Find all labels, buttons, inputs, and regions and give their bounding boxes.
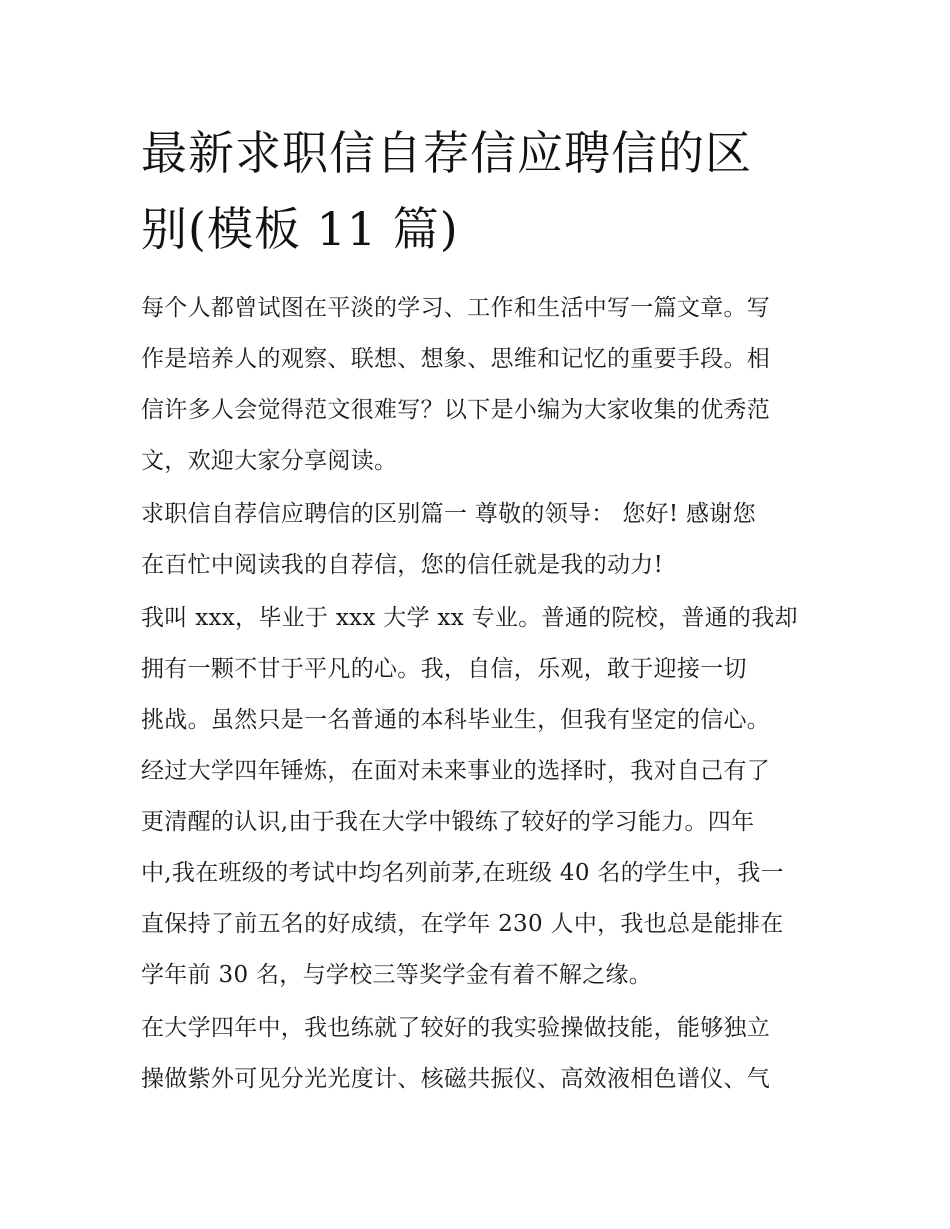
document-body: [141, 283, 813, 1105]
text-line: 拥有一颗不甘于平凡的心。我，自信，乐观，敢于迎接一切: [141, 656, 747, 682]
title-line: 最新求职信自荐信应聘信的区: [141, 126, 752, 180]
document-content: [141, 115, 813, 1107]
text-line: 中,我在班级的考试中均名列前茅,在班级 40 名的学生中，我一: [141, 860, 784, 886]
paragraph-intro: [141, 283, 813, 487]
title-line: 别(模板 11 篇): [141, 202, 459, 256]
text-line: 学年前 30 名，与学校三等奖学金有着不解之缘。: [141, 962, 653, 988]
paragraph-skills: [141, 1003, 813, 1105]
text-line: 经过大学四年锤炼，在面对未来事业的选择时，我对自己有了: [141, 758, 771, 784]
text-line: 我叫 xxx，毕业于 xxx 大学 xx 专业。普通的院校，普通的我却: [141, 605, 798, 631]
text-line: 更清醒的认识,由于我在大学中锻练了较好的学习能力。四年: [141, 809, 755, 835]
text-line: 在大学四年中，我也练就了较好的我实验操做技能，能够独立: [141, 1015, 771, 1041]
paragraph-introduction-self: [141, 593, 813, 1001]
text-line: 文，欢迎大家分享阅读。: [141, 448, 398, 474]
text-line: 操做紫外可见分光光度计、核磁共振仪、高效液相色谱仪、气: [141, 1066, 771, 1092]
document-title: [141, 115, 813, 267]
text-line: 信许多人会觉得范文很难写？以下是小编为大家收集的优秀范: [141, 397, 771, 423]
text-line: 挑战。虽然只是一名普通的本科毕业生，但我有坚定的信心。: [141, 707, 771, 733]
text-line: 在百忙中阅读我的自荐信，您的信任就是我的动力!: [141, 552, 664, 578]
text-line: 作是培养人的观察、联想、想象、思维和记忆的重要手段。相: [141, 346, 771, 372]
paragraph-greeting: [141, 489, 813, 591]
text-line: 求职信自荐信应聘信的区别篇一 尊敬的领导： 您好! 感谢您: [141, 501, 756, 527]
text-line: 每个人都曾试图在平淡的学习、工作和生活中写一篇文章。写: [141, 295, 771, 321]
text-line: 直保持了前五名的好成绩，在学年 230 人中，我也总是能排在: [141, 911, 784, 937]
